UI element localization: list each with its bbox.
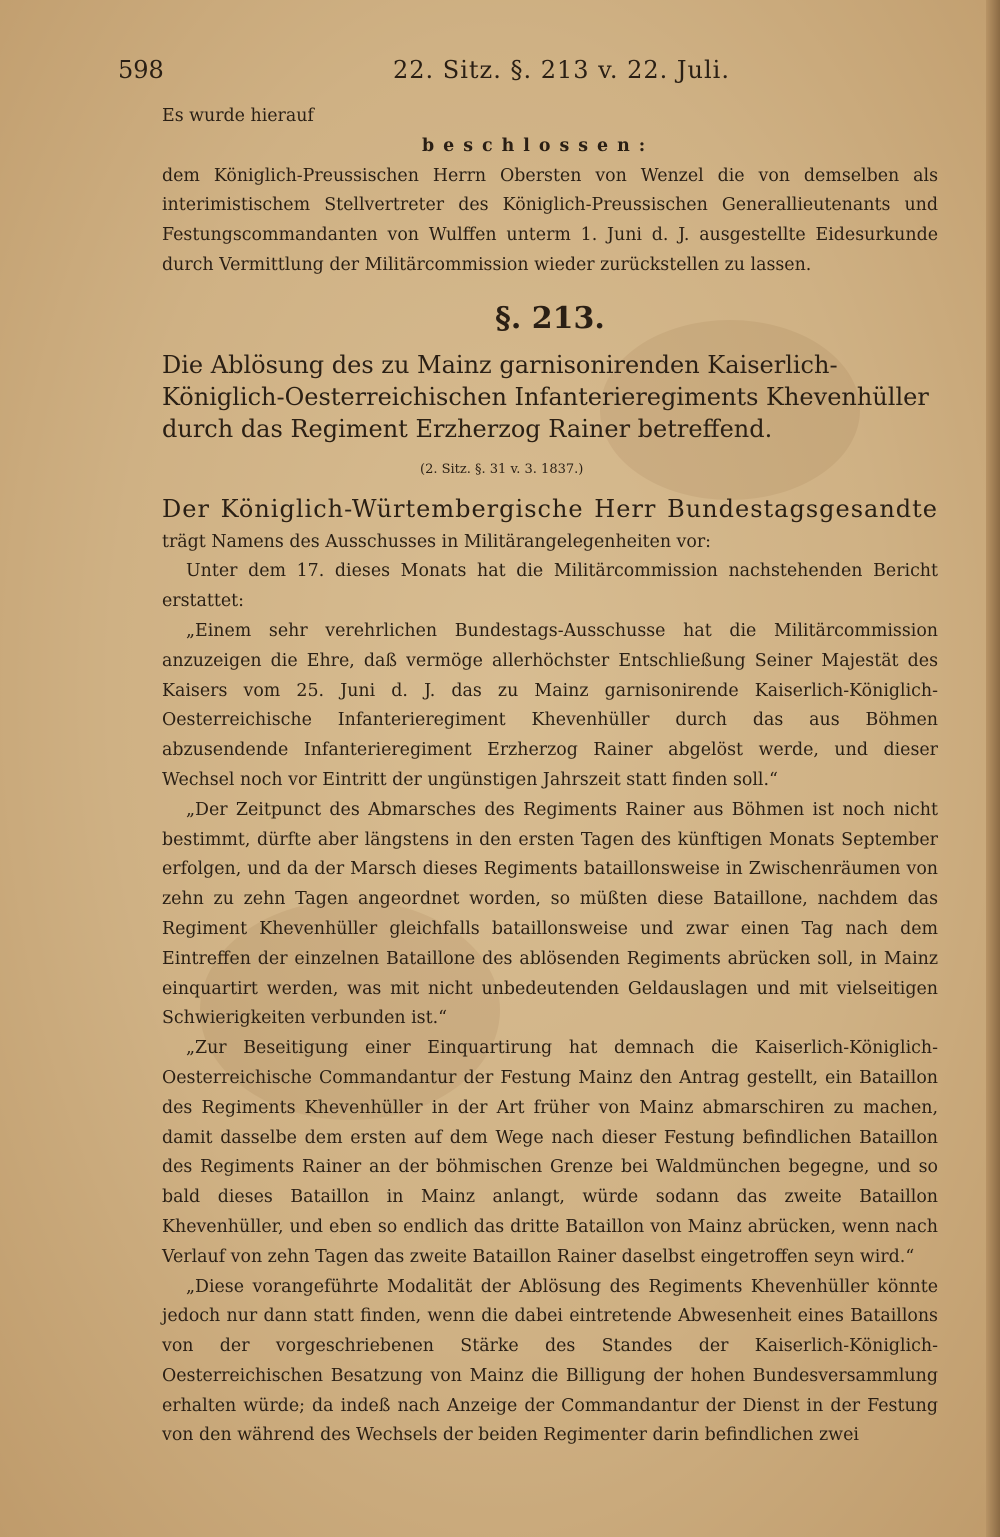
body-text	[162, 102, 938, 1451]
speaker-name: Der Königlich-Würtembergische Herr Bundestagsgesandte	[162, 494, 938, 523]
resolution-paragraph: dem Königlich-Preussischen Herrn Obersten von Wenzel die von demselben als interimistischem Stellvertreter des Königlich-Preussischen Generallieutenants und Festungscommandanten von Wulffen unterm 1. Juni d. J. ausgestellte Eidesurkunde durch Vermittlung der Militärcommission wieder zurückstellen zu lassen.	[162, 165, 938, 275]
speaker-line	[162, 495, 938, 558]
section-reference: (2. Sitz. §. 31 v. 3. 1837.)	[420, 461, 584, 477]
page-number: 598	[118, 56, 164, 84]
paragraph: „Der Zeitpunct des Abmarsches des Regiments Rainer aus Böhmen ist noch nicht bestimmt, dürfte aber längstens in den ersten Tagen des künftigen Monats September erfolgen, und da der Marsch dieses Regiments bataillonsweise in Zwischenräumen von zehn zu zehn Tagen angeordnet worden, so müßten diese Bataillone, nachdem das Regiment Khevenhüller gleichfalls bataillonsweise und zwar einen Tag nach dem Eintreffen der einzelnen Bataillone des ablösenden Regiments abrücken soll, in Mainz einquartirt werden, was mit nicht unbedeutenden Geldauslagen und mit vielseitigen Schwierigkeiten verbunden ist.“	[162, 799, 938, 1029]
paragraph: „Zur Beseitigung einer Einquartirung hat demnach die Kaiserlich-Königlich-Oesterreichische Commandantur der Festung Mainz den Antrag gestellt, ein Bataillon des Regiments Khevenhüller in der Art früher von Mainz abmarschiren zu machen, damit dasselbe dem ersten auf dem Wege nach dieser Festung befindlichen Bataillon des Regiments Rainer an der böhmischen Grenze bei Waldmünchen begegne, und so bald dieses Bataillon in Mainz anlangt, würde sodann das zweite Bataillon Khevenhüller, und eben so endlich das dritte Bataillon von Mainz abrücken, wenn nach Verlauf von zehn Tagen das zweite Bataillon Rainer daselbst eingetroffen seyn wird.“	[162, 1038, 938, 1267]
section-title: Die Ablösung des zu Mainz garnisonirenden Kaiserlich-Königlich-Oesterreichischen Infanterieregiments Khevenhüller durch das Regiment Erzherzog Rainer betreffend.	[162, 350, 929, 443]
intro-line: Es wurde hierauf	[162, 106, 314, 126]
speaker-rest: trägt Namens des Ausschusses in Militärangelegenheiten vor:	[162, 531, 712, 552]
resolved-heading: beschlossen:	[422, 135, 655, 156]
page-edge	[986, 0, 1000, 1537]
paragraph: Unter dem 17. dieses Monats hat die Militärcommission nachstehenden Bericht erstattet:	[162, 561, 938, 612]
page-header	[118, 56, 938, 90]
paragraph: „Einem sehr verehrlichen Bundestags-Ausschusse hat die Militärcommission anzuzeigen die Ehre, daß vermöge allerhöchster Entschließung Seiner Majestät des Kaisers vom 25. Juni d. J. das zu Mainz garnisonirende Kaiserlich-Königlich-Oesterreichische Infanterieregiment Khevenhüller durch das aus Böhmen abzusendende Infanterieregiment Erzherzog Rainer abgelöst werde, und dieser Wechsel noch vor Eintritt der ungünstigen Jahrszeit statt finden soll.“	[162, 620, 938, 790]
section-number: §. 213.	[495, 300, 605, 336]
running-head: 22. Sitz. §. 213 v. 22. Juli.	[393, 56, 730, 84]
paragraph: „Diese vorangeführte Modalität der Ablösung des Regiments Khevenhüller könnte jedoch nur dann statt finden, wenn die dabei eintretende Abwesenheit eines Bataillons von der vorgeschriebenen Stärke des Standes der Kaiserlich-Königlich-Oesterreichischen Besatzung von Mainz die Billigung der hohen Bundesversammlung erhalten würde; da indeß nach Anzeige der Commandantur der Dienst in der Festung von den während des Wechsels der beiden Regimenter darin befindlichen zwei	[162, 1276, 938, 1446]
